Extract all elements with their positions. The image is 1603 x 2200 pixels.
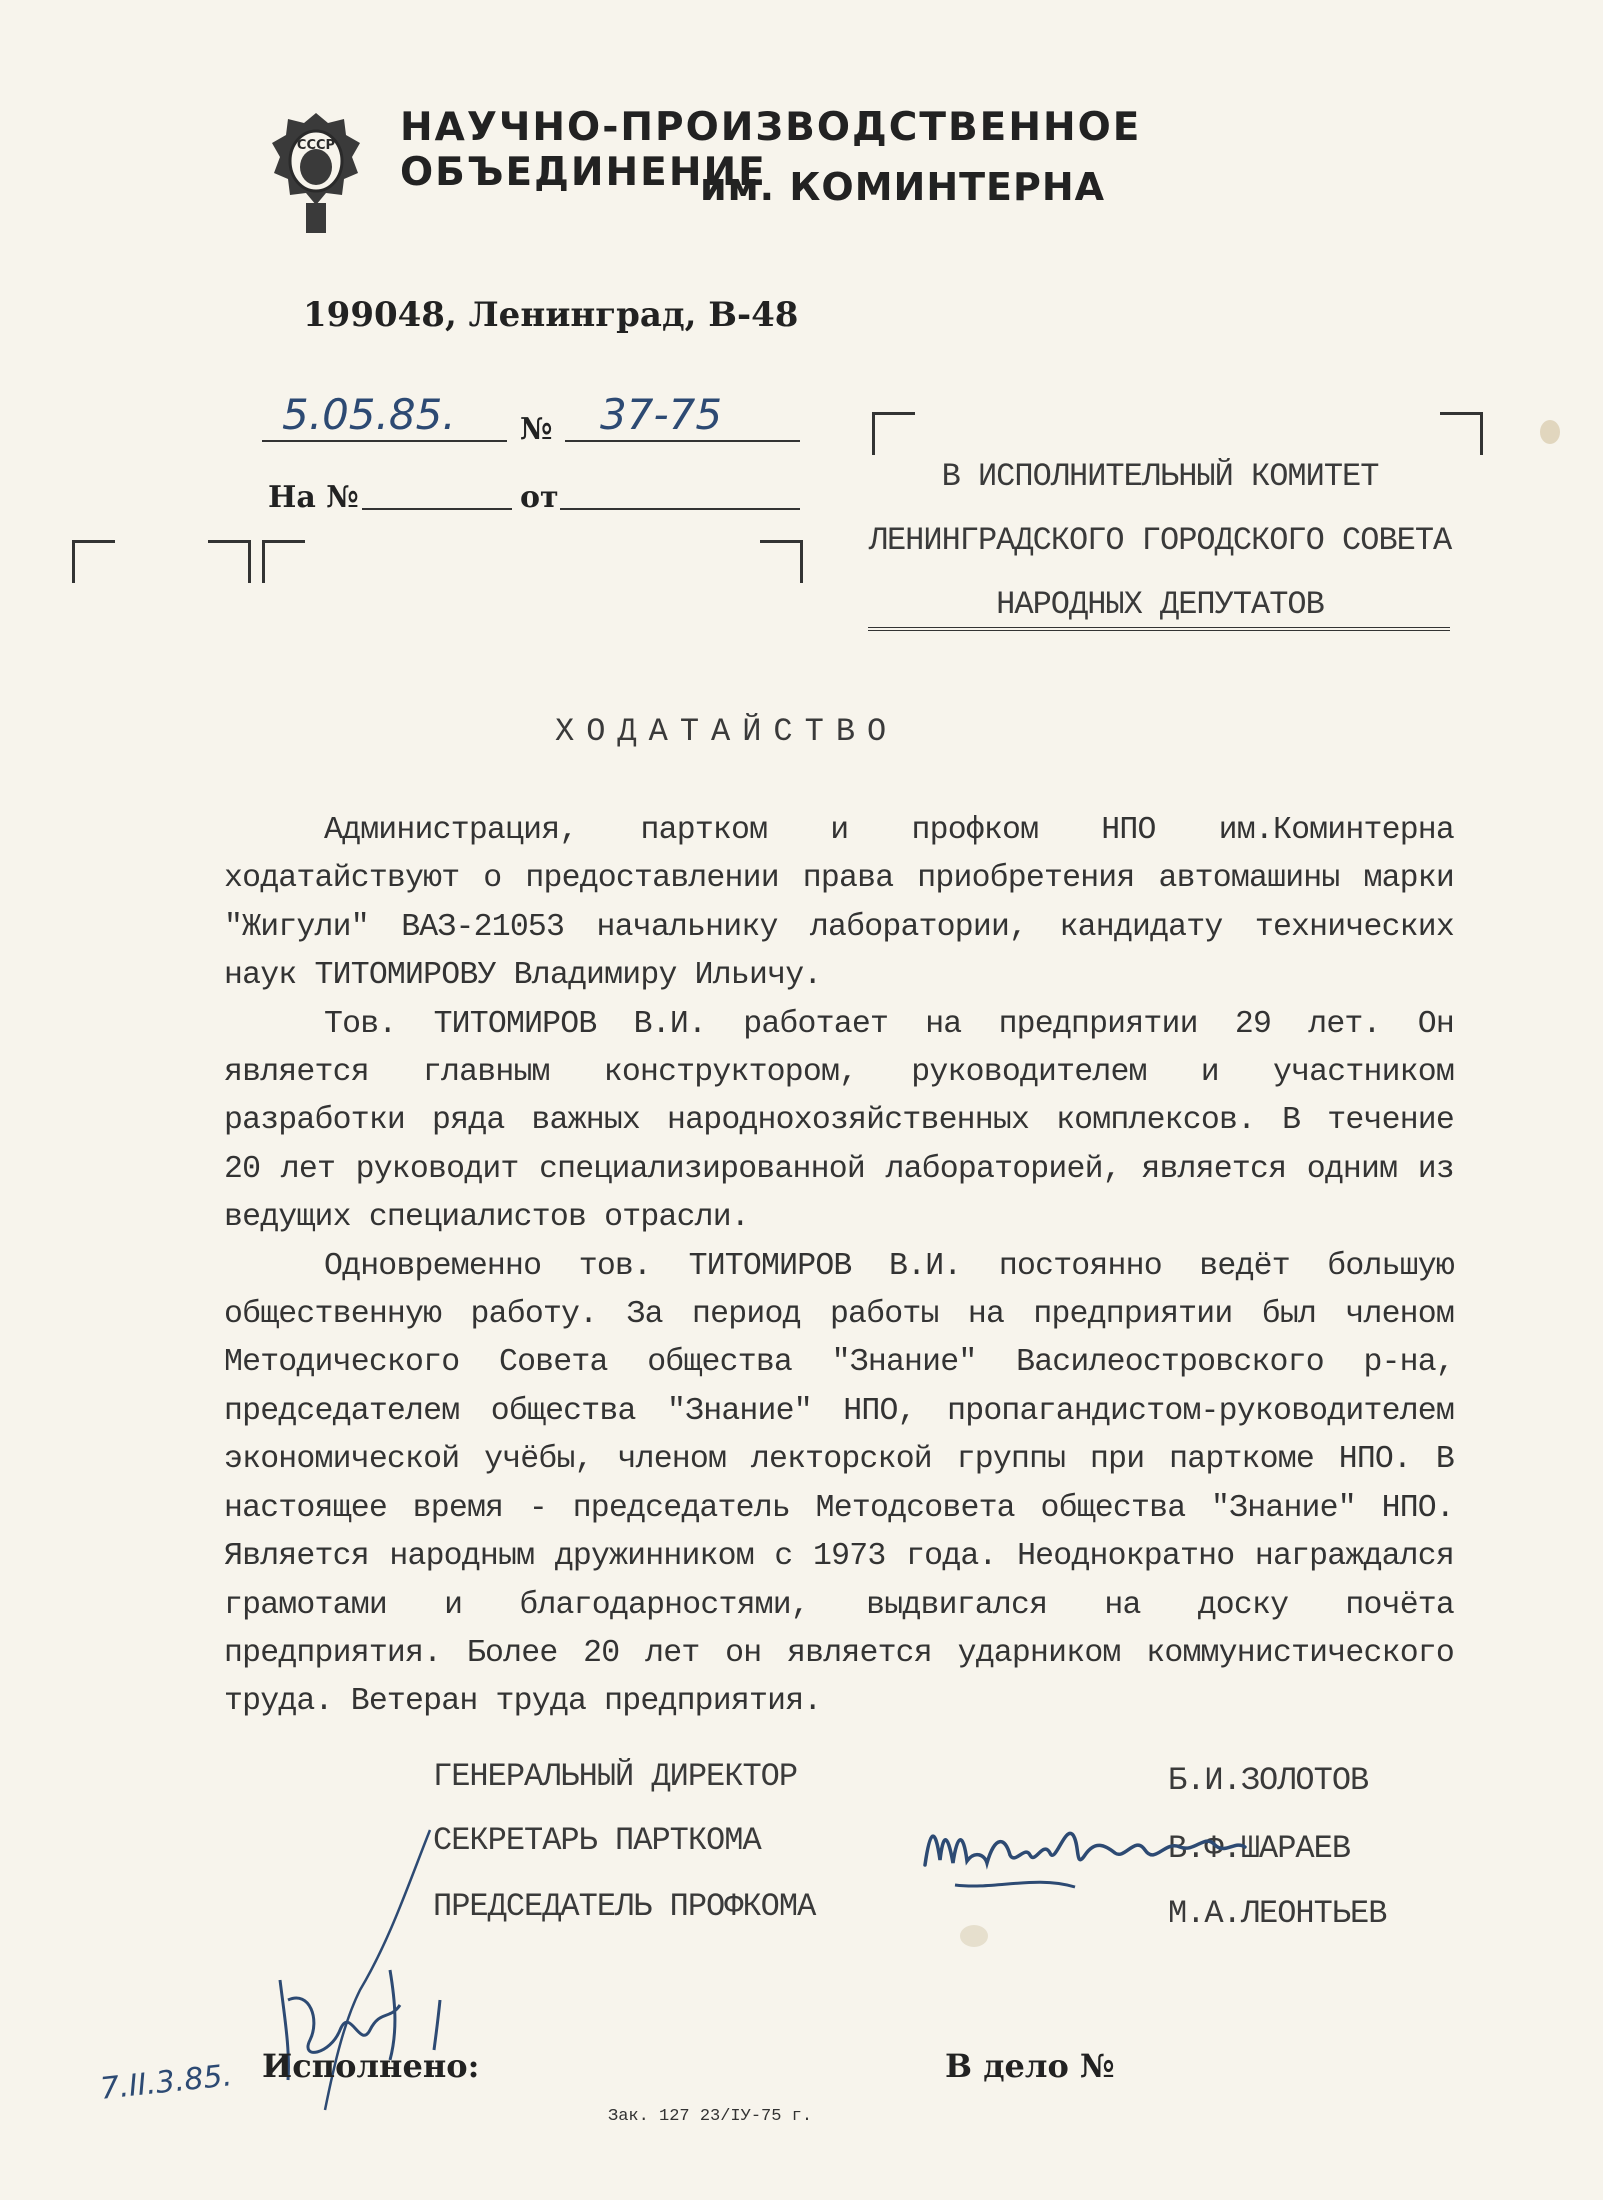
reply-from-underline xyxy=(560,508,800,510)
corner-mark xyxy=(208,540,251,583)
addressee-line: В ИСПОЛНИТЕЛЬНЫЙ КОМИТЕТ xyxy=(941,458,1379,495)
signature-name: М.А.ЛЕОНТЬЕВ xyxy=(1168,1895,1387,1932)
executed-label: Исполнено: xyxy=(262,2047,480,2085)
number-underline xyxy=(565,440,800,442)
organization-address: 199048, Ленинград, В-48 xyxy=(303,295,799,335)
addressee-underline xyxy=(868,627,1450,631)
signature-title: ПРЕДСЕДАТЕЛЬ ПРОФКОМА xyxy=(433,1888,816,1925)
corner-mark xyxy=(760,540,803,583)
reply-number-underline xyxy=(362,508,512,510)
addressee-line: ЛЕНИНГРАДСКОГО ГОРОДСКОГО СОВЕТА xyxy=(868,522,1452,559)
emblem-text: СССР xyxy=(296,138,336,153)
reply-number-label: На № xyxy=(268,480,359,515)
organization-name: НАУЧНО-ПРОИЗВОДСТВЕННОЕ ОБЪЕДИНЕНИЕ xyxy=(400,105,1142,195)
date-underline xyxy=(262,440,507,442)
document-title: ХОДАТАЙСТВО xyxy=(555,713,899,750)
signature-name: В.Ф.ШАРАЕВ xyxy=(1168,1830,1351,1867)
handwritten-execution-date: 7.II.3.85. xyxy=(98,2058,234,2107)
file-number-label: В дело № xyxy=(945,2047,1115,2085)
handwritten-date: 5.05.85. xyxy=(282,390,456,439)
body-paragraph: Администрация, партком и профком НПО им.Коминтерна ходатайствуют о предоставлении права приобретения автомашины марки "Жигули" ВАЗ-21053 начальнику лаборатории, кандидату технических наук ТИТОМИРОВУ Владимиру Ильичу. xyxy=(224,813,1454,994)
reply-from-label: от xyxy=(520,480,559,515)
number-label: № xyxy=(520,412,553,447)
addressee-line: НАРОДНЫХ ДЕПУТАТОВ xyxy=(996,586,1324,623)
handwritten-signature-secretary xyxy=(915,1795,1275,1915)
paper-stain xyxy=(960,1925,988,1947)
document-body xyxy=(224,807,1454,1727)
handwritten-number: 37-75 xyxy=(600,390,723,439)
ussr-order-emblem-icon xyxy=(266,105,366,235)
paper-stain xyxy=(1540,420,1560,444)
corner-mark xyxy=(72,540,115,583)
print-order-code: Зак. 127 23/IУ-75 г. xyxy=(608,2107,813,2126)
signature-name: Б.И.ЗОЛОТОВ xyxy=(1168,1762,1369,1799)
body-paragraph: Тов. ТИТОМИРОВ В.И. работает на предприятии 29 лет. Он является главным конструктором, руководителем и участником разработки ряда важных народнохозяйственных комплексов. В течение 20 лет руководит специализированной лабораторией, является одним из ведущих специалистов отрасли. xyxy=(224,1006,1454,1236)
organization-subtitle: им. КОМИНТЕРНА xyxy=(700,165,1106,209)
addressee-block xyxy=(840,445,1480,637)
body-paragraph: Одновременно тов. ТИТОМИРОВ В.И. постоянно ведёт большую общественную работу. За период работы на предприятии был членом Методического Совета общества "Знание" Василеостровского р-на, председателем общества "Знание" НПО, пропагандистом-руководителем экономической учёбы, членом лекторской группы при парткоме НПО. В настоящее время - председатель Методсовета общества "Знание" НПО. Является народным дружинником с 1973 года. Неоднократно награждался грамотами и благодарностями, выдвигался на доску почёта предприятия. Более 20 лет он является ударником коммунистического труда. Ветеран труда предприятия. xyxy=(224,1248,1454,1720)
signature-title: ГЕНЕРАЛЬНЫЙ ДИРЕКТОР xyxy=(433,1758,798,1795)
corner-mark xyxy=(262,540,305,583)
signature-title: СЕКРЕТАРЬ ПАРТКОМА xyxy=(433,1822,761,1859)
